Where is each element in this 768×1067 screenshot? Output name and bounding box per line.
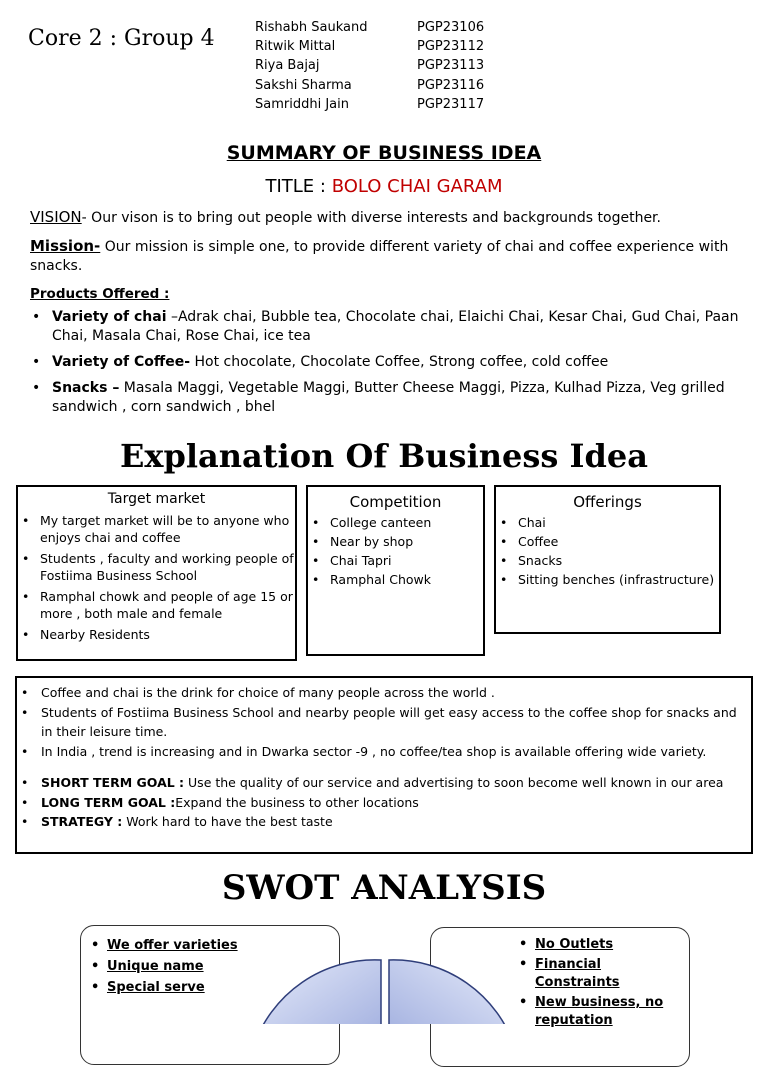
goal-text: Use the quality of our service and advertising to soon become well known in our area (184, 775, 724, 790)
business-title-line (0, 176, 768, 197)
list-item: • Coffee and chai is the drink for choice of many people across the world . (17, 683, 751, 703)
list-item: • We offer varieties (89, 935, 339, 956)
goal-item (17, 773, 751, 793)
products-label: Products Offered : (30, 286, 170, 302)
offerings-title: Offerings (573, 493, 642, 511)
product-label: Variety of chai (52, 309, 167, 325)
competition-title: Competition (349, 493, 442, 511)
member-id: PGP23112 (417, 39, 485, 54)
pie-left-quadrant (253, 960, 381, 1024)
goal-label: SHORT TERM GOAL : (41, 775, 185, 790)
goal-item (17, 793, 751, 813)
list-item: • Special serve (89, 977, 339, 998)
details-list (17, 683, 751, 832)
group-title: Core 2 : Group 4 (28, 26, 215, 51)
list-item: • College canteen (308, 513, 483, 532)
product-text: Masala Maggi, Vegetable Maggi, Butter Cheese Maggi, Pizza, Kulhad Pizza, Veg grilled sandwich , corn sandwich , bhel (52, 380, 725, 415)
list-item: • Snacks (496, 551, 719, 570)
member-row (255, 39, 495, 59)
product-item (30, 379, 745, 417)
list-item: • Sitting benches (infrastructure) (496, 570, 719, 589)
vision-text: - Our vison is to bring out people with diverse interests and backgrounds together. (81, 210, 661, 226)
goal-item (17, 812, 751, 832)
list-item: • Students of Fostiima Business School and nearby people will get easy access to the coffee shop for snacks and in their leisure time. (17, 703, 751, 742)
weaknesses-list (517, 936, 689, 1030)
product-text: –Adrak chai, Bubble tea, Chocolate chai, Elaichi Chai, Kesar Chai, Gud Chai, Paan Chai, Masala Chai, Rose Chai, ice tea (52, 309, 739, 344)
list-item: • Nearby Residents (18, 626, 295, 643)
offerings-box (494, 485, 721, 634)
member-name: Riya Bajaj (255, 58, 320, 73)
vision-label: VISION (30, 208, 82, 226)
target-market-list (18, 512, 295, 643)
product-text: Hot chocolate, Chocolate Coffee, Strong coffee, cold coffee (190, 354, 609, 370)
list-item: • Students , faculty and working people of Fostiima Business School (18, 550, 295, 584)
swot-pie-graphic (243, 958, 523, 1024)
mission-paragraph (30, 237, 745, 276)
list-item: • Chai Tapri (308, 551, 483, 570)
list-item: • Unique name (89, 956, 339, 977)
member-row (255, 78, 495, 98)
list-item: • In India , trend is increasing and in Dwarka sector -9 , no coffee/tea shop is available offering wide variety. (17, 742, 751, 762)
list-item: • Ramphal Chowk (308, 570, 483, 589)
list-item: • Coffee (496, 532, 719, 551)
list-item: • Financial Constraints (517, 956, 689, 992)
member-id: PGP23117 (417, 97, 485, 112)
vision-paragraph (30, 208, 745, 228)
product-item (30, 308, 745, 346)
list-item: • My target market will be to anyone who enjoys chai and coffee (18, 512, 295, 546)
member-name: Samriddhi Jain (255, 97, 349, 112)
summary-heading: SUMMARY OF BUSINESS IDEA (226, 142, 542, 164)
list-item: • No Outlets (517, 936, 689, 954)
competition-box (306, 485, 485, 656)
member-row (255, 58, 495, 78)
goal-label: LONG TERM GOAL : (41, 794, 176, 810)
product-label: Variety of Coffee- (52, 354, 191, 370)
offerings-list (496, 513, 719, 589)
swot-heading: SWOT ANALYSIS (221, 868, 547, 908)
list-item: • Near by shop (308, 532, 483, 551)
pie-right-quadrant (389, 960, 515, 1024)
list-item: • New business, no reputation (517, 994, 689, 1030)
list-item: • Ramphal chowk and people of age 15 or more , both male and female (18, 588, 295, 622)
products-list (30, 308, 745, 424)
goal-text: Work hard to have the best taste (122, 814, 333, 829)
details-box (15, 676, 753, 854)
target-market-title: Target market (107, 491, 206, 507)
product-label: Snacks – (52, 380, 120, 396)
product-item (30, 353, 745, 372)
goal-text: Expand the business to other locations (175, 794, 419, 810)
goal-label: STRATEGY : (41, 814, 123, 829)
member-name: Sakshi Sharma (255, 78, 352, 93)
title-label: TITLE : (265, 176, 326, 197)
mission-text: Our mission is simple one, to provide different variety of chai and coffee experience with snacks. (30, 239, 729, 274)
member-id: PGP23113 (417, 58, 485, 73)
member-row (255, 20, 495, 40)
member-name: Rishabh Saukand (255, 20, 368, 35)
competition-list (308, 513, 483, 589)
target-market-box (16, 485, 297, 661)
explanation-heading: Explanation Of Business Idea (120, 437, 648, 475)
mission-label: Mission- (30, 237, 101, 255)
member-id: PGP23116 (417, 78, 485, 93)
member-row (255, 97, 495, 117)
member-id: PGP23106 (417, 20, 485, 35)
member-name: Ritwik Mittal (255, 39, 336, 54)
business-title: BOLO CHAI GARAM (331, 176, 503, 197)
list-item: • Chai (496, 513, 719, 532)
